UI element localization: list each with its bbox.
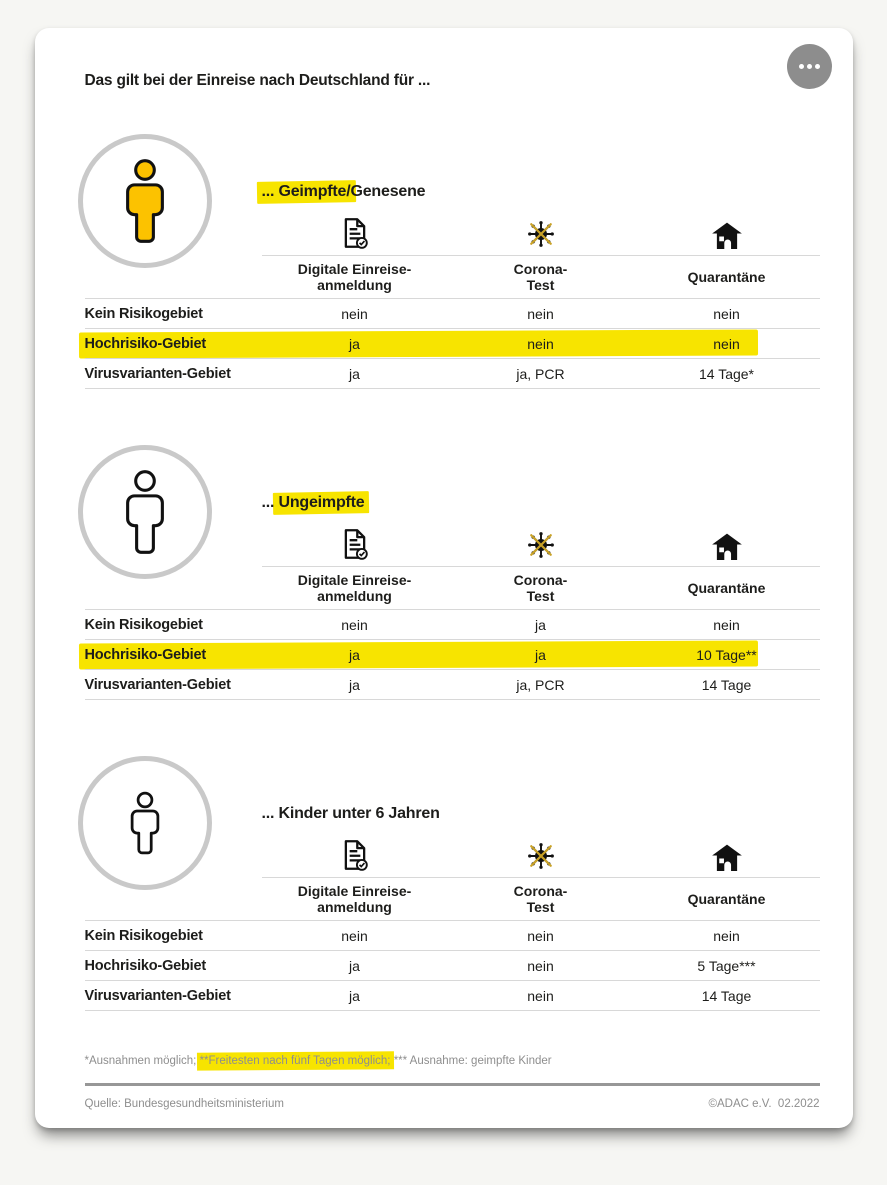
page-title: Das gilt bei der Einreise nach Deutschland für ... [84,72,431,89]
virus-crossed-icon [448,211,634,255]
cell-value: ja, PCR [516,365,565,382]
column-header [262,877,448,920]
column-header-line: anmeldung [317,588,392,604]
cell-value: nein [341,305,368,322]
entry-registration-document-icon [262,211,448,255]
cell-value: ja [349,335,360,352]
column-header [448,255,634,298]
table-row [85,950,820,980]
row-label: Hochrisiko-Gebiet [84,335,206,352]
section-title-highlighted: Ungeimpfte [278,494,365,511]
column-header-line: Quarantäne [687,579,766,596]
table-row [85,669,820,699]
cell-value: 10 Tage** [696,646,757,663]
table-row [85,980,820,1010]
cell-value: 14 Tage [701,676,752,693]
cell-value: nein [527,987,554,1004]
table-row-highlighted [85,328,820,358]
table-body [85,298,820,389]
column-header [634,255,820,298]
column-header-line: Digitale Einreise- [297,260,412,277]
table-body [85,920,820,1011]
virus-crossed-icon [448,522,634,566]
cell-value: nein [341,616,368,633]
cell-value: nein [527,957,554,974]
footnote-highlighted: **Freitesten nach fünf Tagen möglich; [199,1055,391,1067]
table-row [85,358,820,388]
cell-value: ja [349,365,360,382]
section-title [262,756,820,823]
table-row [85,298,820,328]
column-header-line: Quarantäne [687,890,766,907]
row-label: Hochrisiko-Gebiet [84,646,206,663]
infographic-card [35,28,853,1128]
column-header [262,566,448,609]
table-row [85,920,820,950]
quarantine-house-icon [634,211,820,255]
column-header-line: Quarantäne [687,268,766,285]
section-title-pre: ... [261,494,279,511]
cell-value: 14 Tage* [698,365,754,382]
table-row-highlighted [85,639,820,669]
child-person-outline-icon [122,788,168,858]
column-header-line: Corona- [513,882,568,899]
adult-person-filled-icon [114,155,176,247]
column-header-line: Digitale Einreise- [297,882,412,899]
column-header-line: anmeldung [317,277,392,293]
ellipsis-icon [799,64,820,69]
section-kinder [85,756,820,1011]
section-title-post: Genesene [350,183,426,200]
footnote-pre: *Ausnahmen möglich; [84,1055,200,1067]
row-label: Virusvarianten-Gebiet [84,365,231,382]
quarantine-house-icon [634,833,820,877]
cell-value: ja, PCR [516,676,565,693]
column-header [634,877,820,920]
column-header [448,877,634,920]
column-header-line: Test [526,277,555,293]
cell-value: ja [535,646,546,663]
row-label: Kein Risikogebiet [84,616,203,633]
cell-value: nein [713,305,740,322]
person-circle [78,756,212,890]
column-header-line: Digitale Einreise- [297,571,412,588]
section-title-pre: ... Kinder unter 6 Jahren [261,805,440,822]
table-body [85,609,820,700]
column-header [634,566,820,609]
cell-value: nein [527,927,554,944]
virus-crossed-icon [448,833,634,877]
cell-value: nein [527,305,554,322]
cell-value: nein [713,616,740,633]
section-geimpfte-genesene [85,134,820,389]
cell-value: nein [713,335,740,352]
row-label: Hochrisiko-Gebiet [84,957,206,974]
column-header-line: Corona- [513,571,568,588]
column-header-line: anmeldung [317,899,392,915]
column-header-line: Test [526,588,555,604]
column-header-line: Corona- [513,260,568,277]
person-circle [78,445,212,579]
column-header [262,255,448,298]
person-circle [78,134,212,268]
cell-value: ja [349,987,360,1004]
table-row [85,609,820,639]
footnote-post: *** Ausnahme: geimpfte Kinder [390,1055,552,1067]
column-header-line: Test [526,899,555,915]
cell-value: nein [713,927,740,944]
cell-value: nein [527,335,554,352]
cell-value: ja [349,676,360,693]
section-title [262,445,820,512]
section-title [262,134,820,201]
entry-registration-document-icon [262,833,448,877]
row-label: Kein Risikogebiet [84,927,203,944]
row-label: Kein Risikogebiet [84,305,203,322]
entry-registration-document-icon [262,522,448,566]
cell-value: ja [349,646,360,663]
footer [85,1098,820,1110]
adult-person-outline-icon [114,466,176,558]
footnote [85,1055,820,1067]
column-header [448,566,634,609]
cell-value: 5 Tage*** [697,957,756,974]
copyright-text: ©ADAC e.V. 02.2022 [708,1098,820,1110]
quarantine-house-icon [634,522,820,566]
section-ungeimpfte [85,445,820,700]
cell-value: ja [349,957,360,974]
source-text: Quelle: Bundesgesundheitsministerium [84,1098,284,1110]
more-options-button[interactable] [787,44,832,89]
cell-value: nein [341,927,368,944]
footer-divider [85,1083,820,1086]
section-title-highlighted: ... Geimpfte/ [261,183,351,200]
cell-value: ja [535,616,546,633]
cell-value: 14 Tage [701,987,752,1004]
row-label: Virusvarianten-Gebiet [84,987,231,1004]
row-label: Virusvarianten-Gebiet [84,676,231,693]
